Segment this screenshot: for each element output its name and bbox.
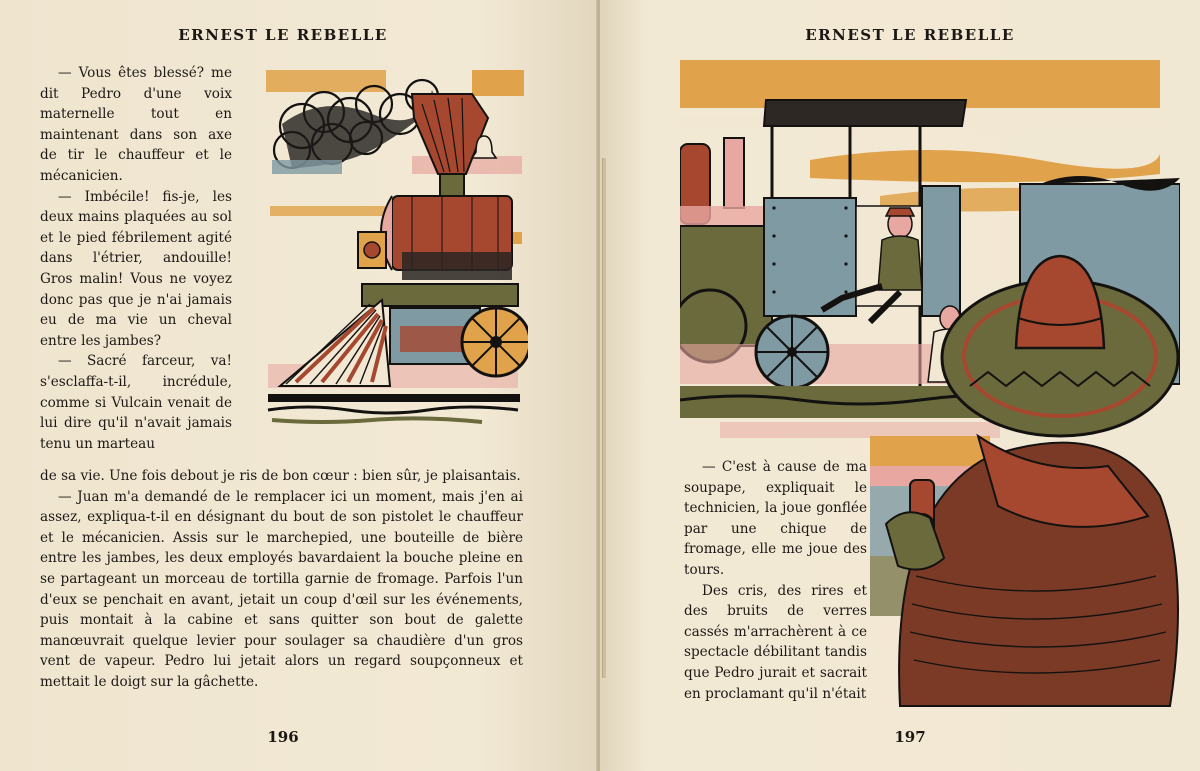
paragraph: — Juan m'a demandé de le remplacer ici un moment, mais j'en ai assez, expliqua-t-il en désignant du bout de son pistolet le chauffeur et le mécanicien. Assis sur le marchepied, une bouteille de bière entre les jambes, les deux employés bavardaient la bouche pleine en se partageant un morceau de tortilla garnie de fromage. Parfois l'un d'eux se penchait en avant, jetait un coup d'œil sur les événements, puis montait à la cabine et sans quitter son bout de galette manœuvrait quelque levier pour soulager sa chaudière d'un gros vent de vapeur. Pedro lui jetait alors un regard soupçonneux et mettait le doigt sur la gâchette. (40, 488, 523, 690)
paragraph: Des cris, des rires et des bruits de verres cassés m'arrachèrent à ce spectacle débilitant tandis que Pedro jurait et sacrait en proclamant qu'il n'était (684, 582, 867, 702)
paragraph: — Imbécile! fis-je, les deux mains plaquées au sol et le pied fébrilement agité dans l'étrier, andouille! Gros malin! Vous ne voyez donc pas que je n'ai jamais eu de ma vie un cheval entre les jambes? (40, 188, 232, 349)
page-number-left: 196 (267, 728, 299, 746)
right-text-column (684, 457, 867, 704)
paragraph: — Sacré farceur, va! s'esclaffa-t-il, incrédule, comme si Vulcain venait de lui dire qu'il n'avait jamais tenu un marteau (40, 353, 232, 452)
steam-locomotive-illustration (262, 64, 528, 442)
left-page (0, 0, 598, 771)
page-number-right: 197 (894, 728, 926, 746)
full-width-text-column (40, 466, 523, 693)
running-head-right: ERNEST LE REBELLE (805, 26, 1015, 44)
narrow-text-column (40, 63, 232, 454)
paragraph: de sa vie. Une fois debout je ris de bon cœur : bien sûr, je plaisantais. (40, 468, 521, 484)
binding-stitch (602, 158, 606, 678)
running-head-left: ERNEST LE REBELLE (178, 26, 388, 44)
paragraph: — Vous êtes blessé? me dit Pedro d'une voix maternelle tout en maintenant dans son axe de tir le chauffeur et le mécanicien. (40, 65, 232, 184)
right-page (600, 0, 1200, 771)
paragraph: — C'est à cause de ma soupape, expliquait le technicien, la joue gonflée par une chique de fromage, elle me joue des tours. (684, 459, 867, 578)
